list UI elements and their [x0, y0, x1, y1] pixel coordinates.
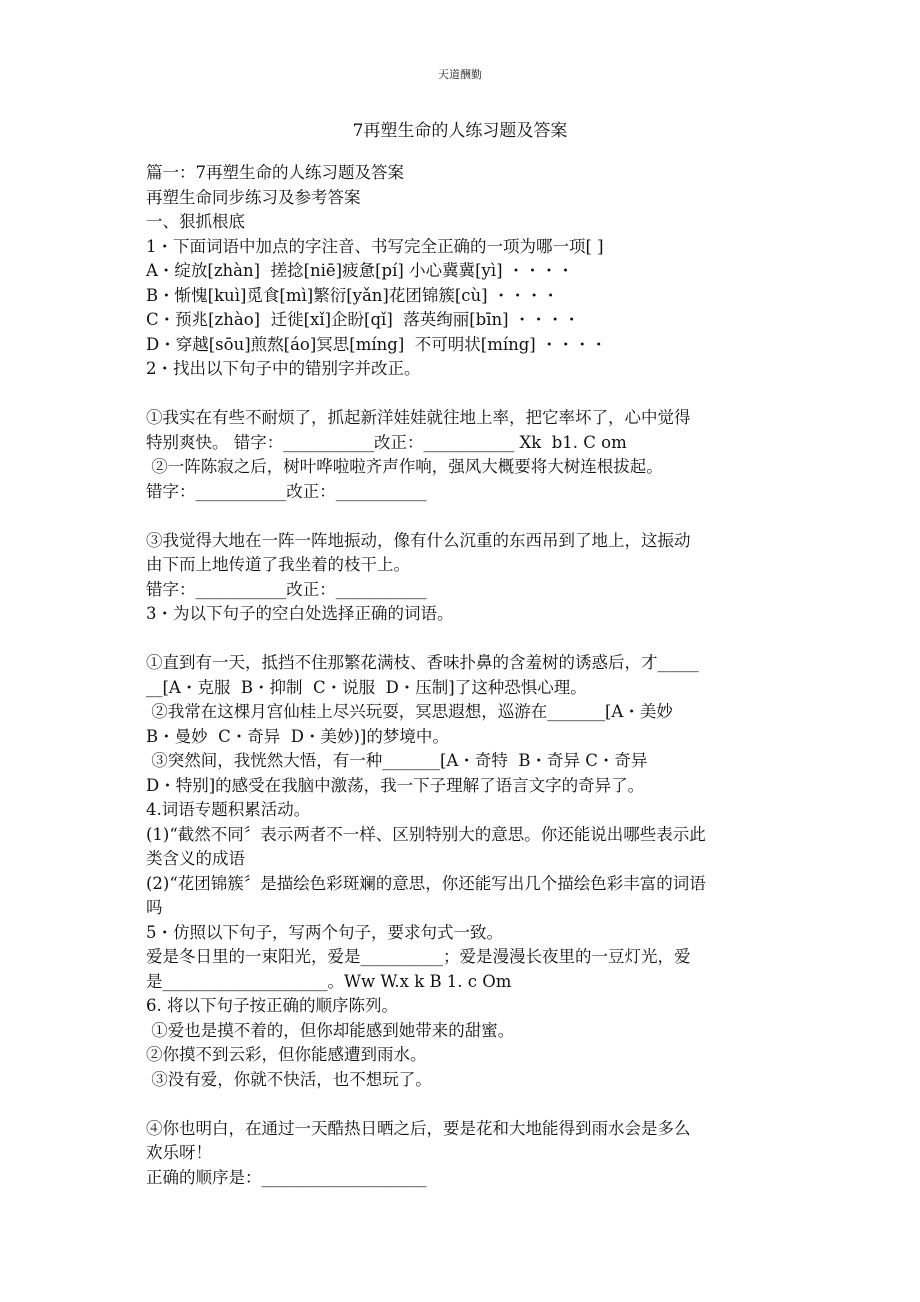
page-header: 天道酬勤 — [438, 68, 482, 81]
text-line: B・惭愧[kuì]觅食[mì]繁衍[yǎn]花团锦簇[cù] ・・・・ — [146, 285, 559, 305]
text-line: 3・为以下句子的空白处选择正确的词语。 — [146, 604, 454, 623]
text-line: ③突然间，我恍然大悟，有一种_______[A・奇特 B・奇异 C・奇异 — [146, 751, 648, 770]
document-title: 7再塑生命的人练习题及答案 — [352, 121, 568, 141]
text-line: A・绽放[zhàn] 搓捻[niē]疲惫[pí] 小心冀冀[yì] ・・・・ — [146, 261, 574, 280]
blank-line — [146, 504, 776, 529]
text-line: 错字：___________改正：___________ — [146, 481, 427, 501]
text-line: 正确的顺序是：____________________ — [146, 1167, 427, 1187]
text-line: 6. 将以下句子按正确的顺序陈列。 — [146, 996, 398, 1015]
blank-line — [146, 382, 776, 407]
text-line: ③我觉得大地在一阵一阵地振动，像有什么沉重的东西吊到了地上，这振动 — [146, 530, 691, 550]
text-line: 错字：___________改正：___________ — [146, 579, 427, 599]
text-line: ②你摸不到云彩，但你能感遭到雨水。 — [146, 1045, 427, 1064]
text-line: D・穿越[sōu]煎熬[áo]冥思[míng] 不可明状[míng] ・・・・ — [146, 334, 607, 354]
text-line: B・曼妙 C・奇异 D・美妙)]的梦境中。 — [146, 726, 449, 746]
text-line: ③没有爱，你就不快活，也不想玩了。 — [146, 1069, 432, 1089]
text-line: 爱是冬日里的一束阳光，爱是__________；爱是漫漫长夜里的一豆灯光，爱 — [146, 947, 691, 966]
text-line: ①爱也是摸不着的，但你却能感到她带来的甜蜜。 — [146, 1020, 515, 1040]
text-line: 2・找出以下句子中的错别字并改正。 — [146, 359, 421, 378]
text-line: 欢乐呀！ — [146, 1143, 212, 1162]
text-line: 特别爽快。 错字：___________改正：___________ Xk b1. C om — [146, 432, 627, 452]
text-line: __[A・克服 B・抑制 C・说服 D・压制]了这种恐惧心理。 — [146, 677, 587, 697]
text-line: D・特别]的感受在我脑中激荡，我一下子理解了语言文字的奇异了。 — [146, 775, 645, 795]
document-body — [146, 161, 776, 1190]
text-line: 一、狠抓根底 — [146, 212, 245, 231]
text-line: 4.词语专题积累活动。 — [146, 800, 311, 819]
text-line: 类含义的成语 — [146, 849, 245, 868]
text-line: 由下而上地传道了我坐着的枝干上。 — [146, 555, 410, 574]
text-line: ①直到有一天，抵挡不住那繁花满枝、香味扑鼻的含羞树的诱惑后，才_____ — [146, 653, 699, 672]
text-line: 篇一：7再塑生命的人练习题及答案 — [146, 163, 404, 182]
text-line: (1)“截然不同〞表示两者不一样、区别特别大的意思。你还能说出哪些表示此 — [146, 824, 706, 844]
text-line: 吗 — [146, 898, 163, 917]
text-line: 1・下面词语中加点的字注音、书写完全正确的一项为哪一项[ ] — [146, 236, 604, 256]
text-line: ②一阵陈寂之后，树叶哗啦啦齐声作响，强风大概要将大树连根拔起。 — [146, 457, 663, 476]
text-line: C・预兆[zhào] 迁徙[xǐ]企盼[qǐ] 落英绚丽[bīn] ・・・・ — [146, 310, 580, 329]
text-line: 再塑生命同步练习及参考答案 — [146, 187, 361, 207]
text-line: 是____________________。Ww W.x k B 1. c Om — [146, 971, 512, 991]
text-line: (2)“花团锦簇〞是描绘色彩斑斓的意思，你还能写出几个描绘色彩丰富的词语 — [146, 873, 706, 893]
text-line: ①我实在有些不耐烦了，抓起新洋娃娃就往地上率，把它率坏了，心中觉得 — [146, 408, 691, 427]
text-line: ④你也明白，在通过一天酷热日晒之后，要是花和大地能得到雨水会是多么 — [146, 1118, 691, 1138]
text-line: ②我常在这棵月宫仙桂上尽兴玩耍，冥思遐想，巡游在_______[A・美妙 — [146, 702, 673, 721]
text-line: 5・仿照以下句子，写两个句子，要求句式一致。 — [146, 922, 503, 942]
blank-line — [146, 1092, 776, 1117]
blank-line — [146, 627, 776, 652]
